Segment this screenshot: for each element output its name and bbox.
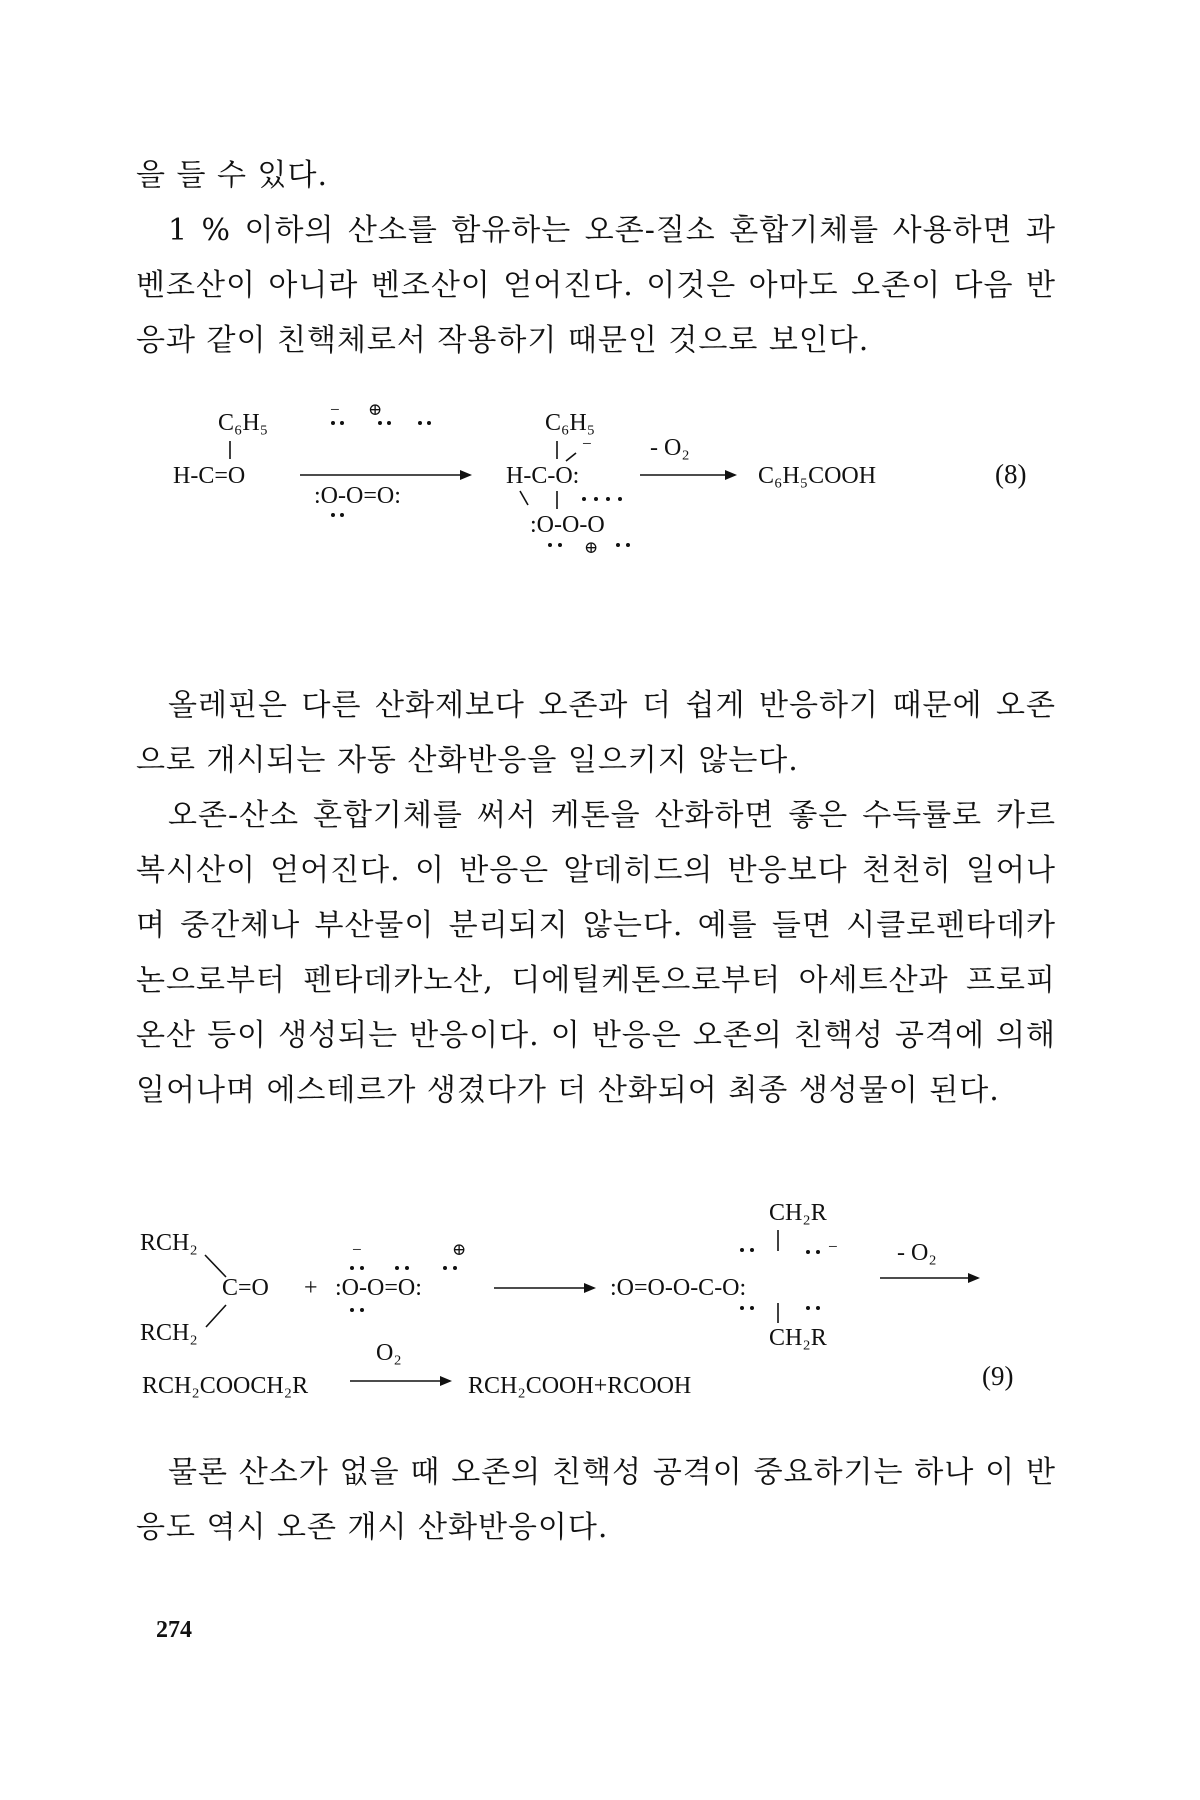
svg-text:−: −	[352, 1240, 362, 1259]
eq8-number: (8)	[995, 459, 1027, 489]
eq9-products: RCH₂COOH+RCOOH	[468, 1373, 692, 1399]
paragraph-2: 1 % 이하의 산소를 함유하는 오존-질소 혼합기체를 사용하면 과벤조산이 아니라 벤조산이 얻어진다. 이것은 아마도 오존이 다음 반응과 같이 친핵체로서 작용하기 때문인 것으로 보인다.	[136, 213, 1056, 358]
equation-8	[0, 395, 1200, 635]
eq9-number: (9)	[982, 1361, 1014, 1391]
paragraph-1: 을 들 수 있다.	[136, 158, 329, 193]
equation-9	[0, 1195, 1200, 1430]
eq9-intermediate-bottom: CH₂R	[769, 1325, 827, 1351]
eq8-intermediate: H-C-O:	[506, 463, 580, 489]
eq9-ketone-bottom: RCH₂	[140, 1320, 198, 1346]
eq9-arrow-label: - O₂	[897, 1240, 937, 1266]
eq9-intermediate-top: CH₂R	[769, 1200, 827, 1226]
svg-text:⊕: ⊕	[368, 400, 383, 419]
eq8-product: C₆H₅COOH	[758, 463, 877, 489]
eq9-ketone-center: C=O	[222, 1275, 269, 1301]
svg-text:−: −	[582, 434, 592, 453]
page-number: 274	[156, 1617, 192, 1643]
eq9-ester: RCH₂COOCH₂R	[142, 1373, 309, 1399]
svg-text:−: −	[330, 400, 340, 419]
eq8-substituent: C₆H₅	[218, 410, 269, 436]
eq8-ozone: :O-O=O:	[314, 483, 401, 509]
eq9-ozone: :O-O=O:	[335, 1275, 422, 1301]
eq8-arrow-label: - O₂	[650, 435, 690, 461]
svg-text:−: −	[828, 1237, 838, 1256]
eq9-o2-label: O₂	[376, 1340, 402, 1366]
eq8-intermediate-bottom: :O-O-O	[530, 512, 605, 538]
svg-text:⊕: ⊕	[452, 1240, 467, 1259]
eq9-intermediate: :O=O-O-C-O:	[610, 1275, 747, 1301]
paragraph-3: 올레핀은 다른 산화제보다 오존과 더 쉽게 반응하기 때문에 오존으로 개시되는 자동 산화반응을 일으키지 않는다.	[136, 688, 1056, 778]
eq8-reactant: H-C=O	[173, 463, 246, 489]
eq9-ketone-top: RCH₂	[140, 1230, 198, 1256]
paragraph-5: 물론 산소가 없을 때 오존의 친핵성 공격이 중요하기는 하나 이 반응도 역시 오존 개시 산화반응이다.	[136, 1455, 1056, 1545]
svg-text:⊕: ⊕	[584, 538, 599, 557]
eq8-intermediate-substituent: C₆H₅	[545, 410, 596, 436]
paragraph-4: 오존-산소 혼합기체를 써서 케톤을 산화하면 좋은 수득률로 카르복시산이 얻어진다. 이 반응은 알데히드의 반응보다 천천히 일어나며 중간체나 부산물이 분리되지 않는다. 예를 들면 시클로펜타데카논으로부터 펜타데카노산, 디에틸케톤으로부터 아세트산과 프로피온산 등이 생성되는 반응이다. 이 반응은 오존의 친핵성 공격에 의해 일어나며 에스테르가 생겼다가 더 산화되어 최종 생성물이 된다.	[136, 798, 1056, 1108]
eq9-plus: +	[304, 1275, 318, 1301]
